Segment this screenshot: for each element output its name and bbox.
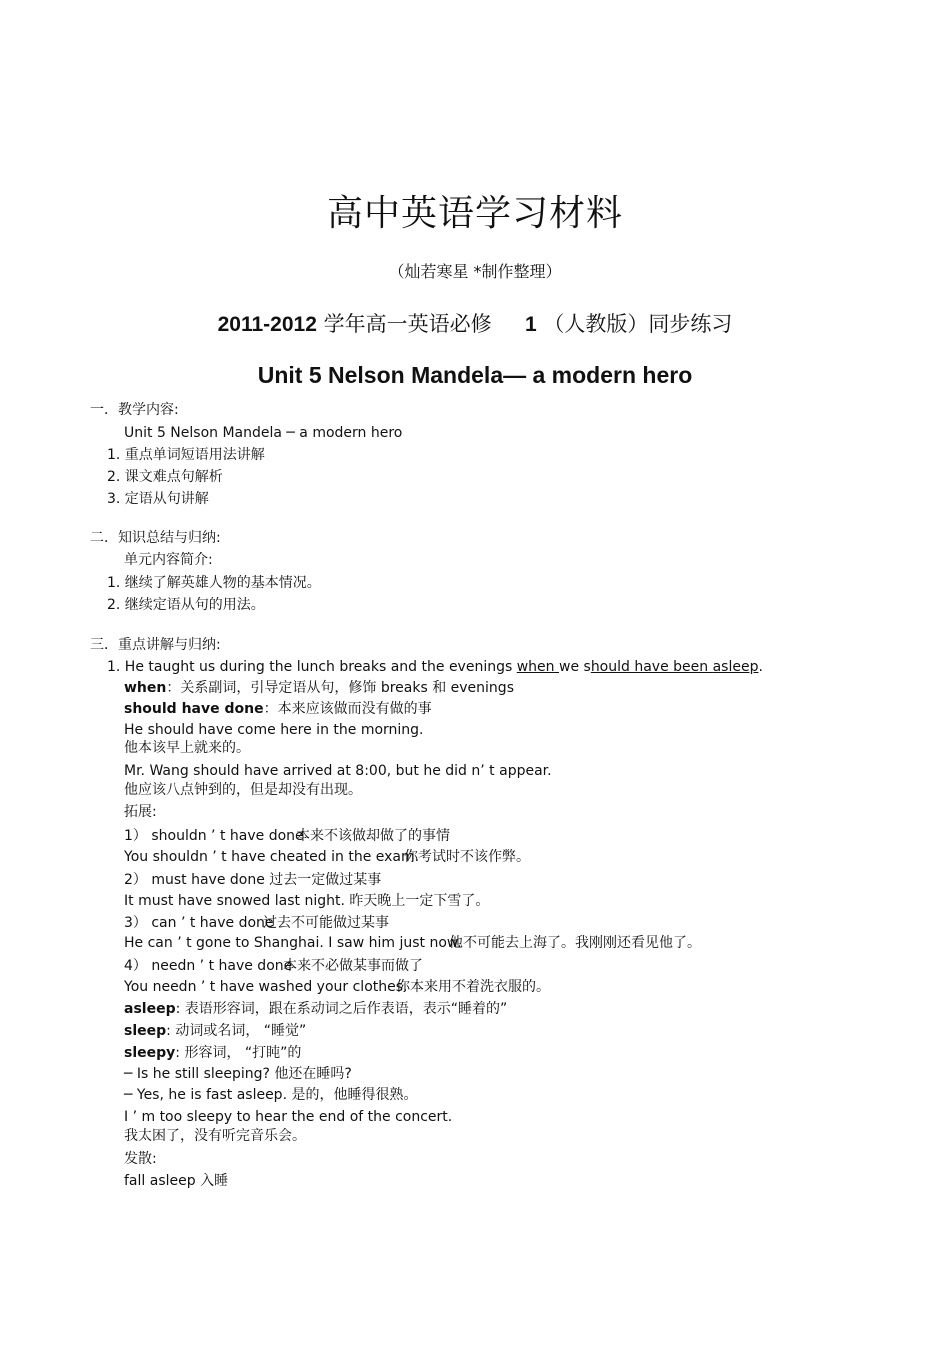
sleepy-desc: : 形容词， “打盹”的 [175, 1045, 302, 1061]
example-1-zh: 他本该早上就来的。 [124, 740, 250, 756]
section1-item-1: 1. 重点单词短语用法讲解 [107, 447, 265, 463]
point-1-example-zh: 你考试时不该作弊。 [404, 849, 530, 865]
asleep-note [124, 1002, 507, 1016]
section2-heading: 二．知识总结与归纳: [90, 530, 221, 546]
fall-asleep-phrase: fall asleep 入睡 [124, 1173, 229, 1189]
asleep-desc: : 表语形容词，跟在系动词之后作表语，表示“睡着的” [175, 1001, 508, 1017]
dialogue-line-1: ─ Is he still sleeping? 他还在睡吗? [124, 1066, 352, 1082]
sleepy-term: sleepy [124, 1045, 176, 1061]
point-2-head: 2） must have done 过去一定做过某事 [124, 872, 382, 888]
key-sentence-period: . [758, 659, 763, 675]
section2-item-1: 1. 继续了解英雄人物的基本情况。 [107, 575, 321, 591]
section1-heading: 一．教学内容: [90, 402, 179, 418]
when-desc: ：关系副词，引导定语从句，修饰 breaks 和 evenings [166, 680, 514, 696]
sleepy-example-zh: 我太困了，没有听完音乐会。 [124, 1128, 306, 1144]
point-4-head: 4） needn ’ t have done [124, 958, 293, 974]
course-tail: （人教版）同步练习 [543, 312, 733, 336]
example-2-en: Mr. Wang should have arrived at 8:00, but he did n’ t appear. [124, 763, 552, 779]
should-have-done-term: should have done [124, 701, 264, 717]
course-heading [0, 314, 950, 335]
when-term: when [124, 680, 167, 696]
section1-item-2: 2. 课文难点句解析 [107, 469, 223, 485]
point-1-meaning: 本来不该做却做了的事情 [296, 828, 450, 844]
point-4-meaning: 本来不必做某事而做了 [283, 958, 423, 974]
point-4-example-zh: 你本来用不着洗衣服的。 [396, 979, 550, 995]
sleep-term: sleep [124, 1023, 167, 1039]
dialogue-line-2: ─ Yes, he is fast asleep. 是的，他睡得很熟。 [124, 1087, 418, 1103]
document-title: 高中英语学习材料 [326, 193, 623, 234]
should-have-done-desc: ：本来应该做而没有做的事 [263, 701, 432, 717]
section3-heading: 三．重点讲解与归纳: [90, 637, 221, 653]
key-sentence-should-have-been: hould have been [590, 659, 713, 675]
point-1-head: 1） shouldn ’ t have done [124, 828, 304, 844]
sleep-desc: : 动词或名词， “睡觉” [166, 1023, 307, 1039]
section2-item-2: 2. 继续定语从句的用法。 [107, 597, 265, 613]
key-sentence-when: when [516, 659, 559, 675]
unit-heading: Unit 5 Nelson Mandela— a modern hero [257, 362, 693, 388]
document-subtitle: （灿若寒星 *制作整理） [388, 262, 562, 281]
sleepy-example-en: I ’ m too sleepy to hear the end of the concert. [124, 1109, 453, 1125]
sleepy-note [124, 1046, 301, 1060]
key-sentence-part-a: 1. He taught us during the lunch breaks and the evenings [107, 659, 517, 675]
example-1-en: He should have come here in the morning. [124, 722, 424, 738]
point-3-example-en: He can ’ t gone to Shanghai. I saw him just now. [124, 935, 462, 951]
course-year: 2011-2012 [217, 313, 317, 336]
section2-intro: 单元内容简介: [124, 552, 213, 568]
point-3-example-zh: 他不可能去上海了。我刚刚还看见他了。 [449, 935, 701, 951]
section1-item-3: 3. 定语从句讲解 [107, 491, 209, 507]
course-mid: 学年高一英语必修 [323, 312, 492, 336]
when-note [124, 681, 514, 695]
section1-unit-line: Unit 5 Nelson Mandela ─ a modern hero [124, 425, 403, 441]
point-4-example-en: You needn ’ t have washed your clothes. [124, 979, 408, 995]
course-num: 1 [524, 313, 537, 336]
sleep-note [124, 1024, 306, 1038]
point-3-head: 3） can ’ t have done [124, 915, 274, 931]
key-sentence-asleep: asleep [712, 659, 759, 675]
key-sentence-part-c: we s [559, 659, 591, 675]
example-2-zh: 他应该八点钟到的，但是却没有出现。 [124, 782, 362, 798]
diverge-label: 发散: [124, 1151, 157, 1167]
key-sentence-1 [107, 660, 763, 674]
asleep-term: asleep [124, 1001, 176, 1017]
should-have-done-note [124, 702, 432, 716]
extend-label: 拓展: [124, 804, 157, 820]
point-3-meaning: 过去不可能做过某事 [263, 915, 389, 931]
point-2-example: It must have snowed last night. 昨天晚上一定下雪了。 [124, 893, 490, 909]
point-1-example-en: You shouldn ’ t have cheated in the exam. [124, 849, 420, 865]
